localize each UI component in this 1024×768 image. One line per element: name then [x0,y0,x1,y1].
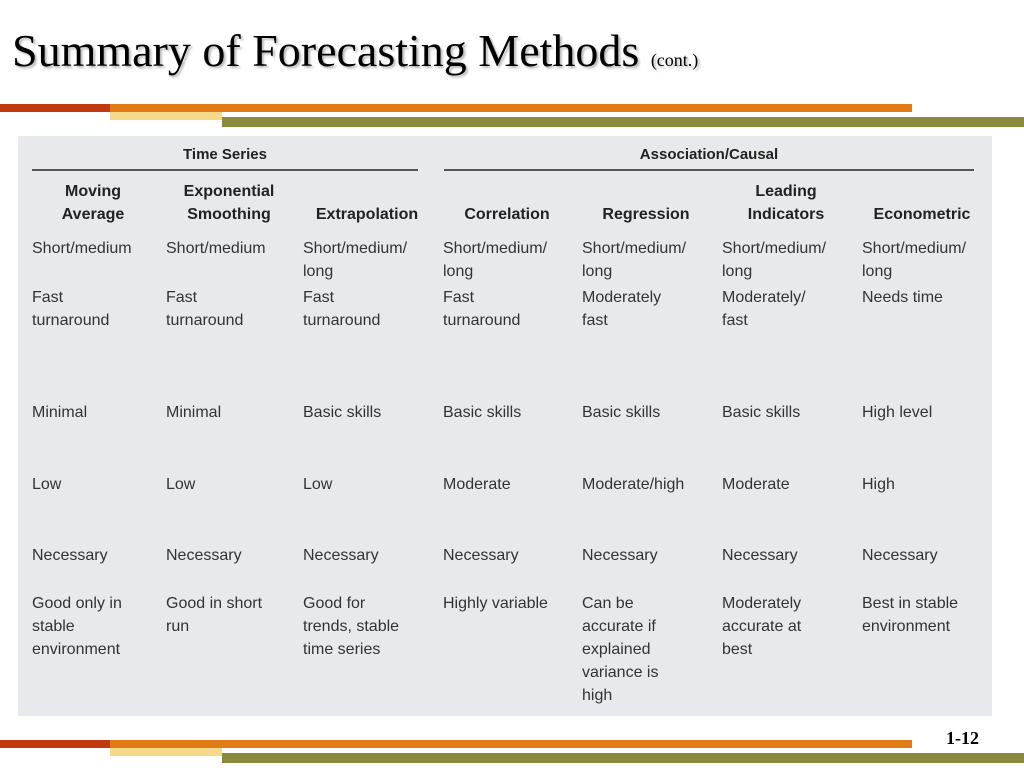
top-band-yellow [110,112,222,120]
table-cell: Highly variable [443,595,548,612]
group-rule-association-causal [444,169,974,171]
table-cell: Good for trends, stable time series [303,595,400,658]
table-cell: Fast turnaround [443,289,521,329]
table-cell: Fast turnaround [32,289,110,329]
table-cell: Necessary [582,547,658,564]
column-header: Regression [602,206,690,223]
column-header: Moving Average [61,183,125,223]
column-header: Exponential Smoothing [183,183,275,223]
table-cell: Necessary [166,547,242,564]
table-cell: High level [862,404,933,421]
table-cell: Best in stable environment [862,595,959,635]
table-cell: Moderately accurate at best [722,595,802,658]
bottom-band-yellow [110,748,222,756]
table-cell: Good in short run [166,595,263,635]
table-cell: Short/medium/ long [443,240,548,280]
table-cell: Low [166,476,196,493]
table-cell: Necessary [443,547,519,564]
group-rule-time-series [32,169,418,171]
top-band-orange [110,104,912,112]
column-header: Econometric [873,206,971,223]
table-cell: Basic skills [443,404,522,421]
column-header: Extrapolation [315,206,419,223]
table-cell: Necessary [722,547,798,564]
table-cell: Fast turnaround [303,289,381,329]
bottom-band-orange [110,740,912,748]
table-cell: Moderately fast [582,289,662,329]
table-cell: Moderate [722,476,790,493]
bottom-band-dark-red [0,740,110,748]
table-cell: Low [32,476,62,493]
table-cell: Short/medium/ long [862,240,967,280]
methods-table [18,136,992,716]
slide-title-suffix: (cont.) [650,50,699,70]
table-cell: Short/medium/ long [303,240,408,280]
table-cell: Minimal [166,404,222,421]
table-cell: Basic skills [303,404,382,421]
table-cell: Basic skills [582,404,661,421]
table-cell: Short/medium/ long [722,240,827,280]
table-cell: Fast turnaround [166,289,244,329]
table-cell: Short/medium [166,240,266,257]
group-header-time-series: Time Series [183,146,267,163]
table-cell: Necessary [862,547,938,564]
table-cell: Necessary [32,547,108,564]
bottom-band-olive [222,753,1024,763]
table-cell: High [862,476,895,493]
table-cell: Moderately/ fast [722,289,806,329]
group-header-association-causal: Association/Causal [639,146,779,163]
table-cell: Moderate/high [582,476,685,493]
table-cell: Minimal [32,404,88,421]
table-cell: Short/medium/ long [582,240,687,280]
page-number: 1-12 [946,728,979,748]
top-band-olive [222,117,1024,127]
table-cell: Basic skills [722,404,801,421]
table-cell: Needs time [862,289,943,306]
table-cell: Necessary [303,547,379,564]
table-cell: Short/medium [32,240,132,257]
table-cell: Good only in stable environment [32,595,122,658]
table-cell: Low [303,476,333,493]
top-band-dark-red [0,104,110,112]
slide-title: Summary of Forecasting Methods (cont.) [12,25,699,76]
table-cell: Moderate [443,476,511,493]
column-header: Leading Indicators [747,183,825,223]
table-cell: Can be accurate if explained variance is high [582,595,659,704]
column-header: Correlation [464,206,550,223]
